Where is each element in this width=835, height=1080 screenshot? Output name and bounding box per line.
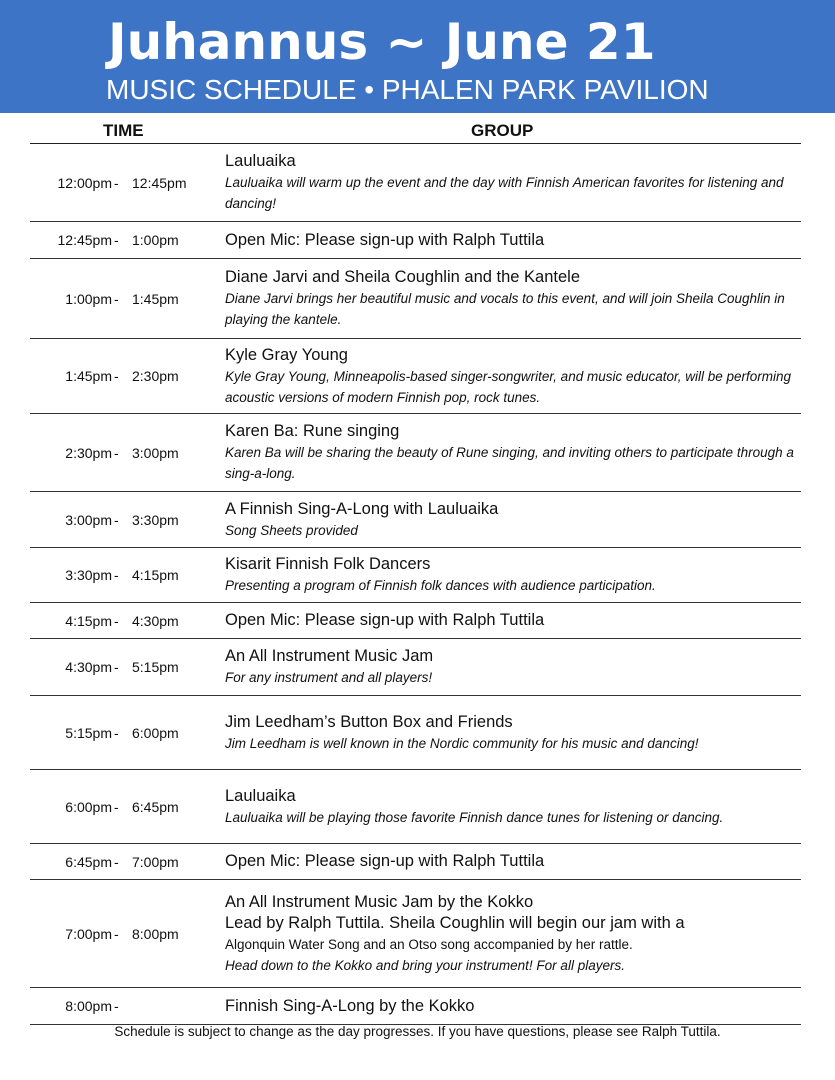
- start-time: 1:00pm: [65, 290, 112, 307]
- time-cell: [30, 844, 225, 879]
- column-header-time: TIME: [103, 121, 144, 140]
- group-title: Kisarit Finnish Folk Dancers: [225, 555, 431, 573]
- time-separator: -: [114, 232, 119, 248]
- end-time: 2:30pm: [132, 368, 179, 384]
- header-banner: [0, 0, 835, 113]
- group-cell: [225, 892, 801, 976]
- group-cell: [225, 996, 801, 1017]
- group-cell: [225, 610, 801, 631]
- group-description: Head down to the Kokko and bring your instrument! For all players.: [225, 957, 625, 973]
- group-title: An All Instrument Music Jam by the Kokko: [225, 892, 534, 911]
- table-row: [30, 603, 801, 639]
- group-description: For any instrument and all players!: [225, 670, 433, 685]
- group-title: Lauluaika: [225, 786, 296, 805]
- end-time: 4:30pm: [132, 612, 179, 629]
- group-cell: [225, 646, 801, 688]
- time-separator: -: [114, 853, 119, 870]
- time-cell: [30, 639, 225, 695]
- time-cell: [30, 339, 225, 413]
- group-title: Lauluaika: [225, 152, 296, 170]
- time-cell: [30, 492, 225, 547]
- group-title: Karen Ba: Rune singing: [225, 422, 400, 440]
- time-cell: [30, 222, 225, 258]
- group-cell: [225, 554, 801, 596]
- group-cell: [225, 230, 801, 251]
- group-cell: [225, 851, 801, 872]
- group-cell: [225, 786, 801, 828]
- group-title-line2: Lead by Ralph Tuttila. Sheila Coughlin will begin our jam with a: [225, 913, 685, 932]
- table-row: [30, 222, 801, 259]
- group-title: An All Instrument Music Jam: [225, 647, 434, 665]
- group-description: Karen Ba will be sharing the beauty of Rune singing, and inviting others to participate through a sing-a-long.: [225, 445, 794, 481]
- table-row: [30, 414, 801, 492]
- time-separator: -: [114, 290, 119, 307]
- group-description: Lauluaika will warm up the event and the day with Finnish American favorites for listening and dancing!: [225, 175, 784, 211]
- time-cell: [30, 988, 225, 1024]
- time-cell: [30, 696, 225, 769]
- time-separator: -: [114, 511, 119, 528]
- start-time: 6:45pm: [65, 853, 112, 870]
- time-cell: [30, 259, 225, 338]
- time-separator: -: [114, 174, 119, 191]
- group-description: Presenting a program of Finnish folk dances with audience participation.: [225, 578, 656, 593]
- group-title: A Finnish Sing-A-Long with Lauluaika: [225, 499, 499, 518]
- start-time: 12:00pm: [57, 174, 112, 191]
- table-row: [30, 548, 801, 603]
- end-time: 5:15pm: [132, 659, 179, 675]
- footer-note: Schedule is subject to change as the day progresses. If you have questions, please see Ralph Tuttila.: [114, 1024, 721, 1039]
- end-time: 3:30pm: [132, 511, 179, 528]
- time-separator: -: [114, 998, 119, 1014]
- page-subtitle: MUSIC SCHEDULE • PHALEN PARK PAVILION: [106, 74, 709, 105]
- time-separator: -: [114, 798, 119, 815]
- start-time: 7:00pm: [65, 925, 112, 942]
- group-cell: [225, 499, 801, 541]
- table-row: [30, 696, 801, 770]
- start-time: 4:15pm: [65, 612, 112, 629]
- end-time: 7:00pm: [132, 853, 179, 870]
- end-time: 6:45pm: [132, 798, 179, 815]
- table-row: [30, 144, 801, 222]
- time-separator: -: [114, 724, 119, 741]
- table-row: [30, 339, 801, 414]
- group-description: Kyle Gray Young, Minneapolis-based singer-songwriter, and music educator, will be performing acoustic versions of modern Finnish pop, rock tunes.: [225, 368, 792, 405]
- start-time: 5:15pm: [65, 724, 112, 741]
- table-header: [30, 119, 801, 144]
- end-time: 1:00pm: [132, 232, 179, 248]
- group-cell: [225, 267, 801, 330]
- time-cell: [30, 144, 225, 221]
- start-time: 4:30pm: [65, 659, 112, 675]
- group-title: Open Mic: Please sign-up with Ralph Tuttila: [225, 230, 545, 249]
- time-separator: -: [114, 925, 119, 942]
- group-title: Kyle Gray Young: [225, 345, 348, 364]
- group-note: Algonquin Water Song and an Otso song accompanied by her rattle.: [225, 936, 633, 952]
- start-time: 3:30pm: [65, 567, 112, 583]
- page-title: Juhannus ~ June 21: [108, 13, 656, 71]
- start-time: 6:00pm: [65, 798, 112, 815]
- time-separator: -: [114, 567, 119, 583]
- group-title: Finnish Sing-A-Long by the Kokko: [225, 996, 475, 1015]
- time-cell: [30, 414, 225, 491]
- end-time: 4:15pm: [132, 567, 179, 583]
- group-title: Open Mic: Please sign-up with Ralph Tuttila: [225, 611, 545, 629]
- table-row: [30, 988, 801, 1025]
- time-separator: -: [114, 368, 119, 384]
- end-time: 6:00pm: [132, 724, 179, 741]
- start-time: 12:45pm: [57, 232, 112, 248]
- group-cell: [225, 712, 801, 754]
- end-time: 3:00pm: [132, 444, 179, 461]
- time-cell: [30, 548, 225, 602]
- group-cell: [225, 345, 801, 408]
- table-row: [30, 844, 801, 880]
- start-time: 8:00pm: [65, 998, 112, 1014]
- start-time: 2:30pm: [65, 444, 112, 461]
- time-cell: [30, 603, 225, 638]
- group-title: Diane Jarvi and Sheila Coughlin and the Kantele: [225, 268, 580, 286]
- table-row: [30, 492, 801, 548]
- group-cell: [225, 151, 801, 214]
- time-cell: [30, 880, 225, 987]
- group-description: Lauluaika will be playing those favorite Finnish dance tunes for listening or dancing.: [225, 809, 724, 825]
- start-time: 3:00pm: [65, 511, 112, 528]
- end-time: 1:45pm: [132, 290, 179, 307]
- schedule-table: [30, 119, 801, 1025]
- time-separator: -: [114, 612, 119, 629]
- table-row: [30, 880, 801, 988]
- column-header-group: GROUP: [471, 121, 534, 140]
- table-row: [30, 639, 801, 696]
- start-time: 1:45pm: [65, 368, 112, 384]
- time-separator: -: [114, 659, 119, 675]
- end-time: 12:45pm: [132, 174, 187, 191]
- group-description: Song Sheets provided: [225, 522, 358, 538]
- group-cell: [225, 421, 801, 484]
- table-row: [30, 259, 801, 339]
- time-cell: [30, 770, 225, 843]
- time-separator: -: [114, 444, 119, 461]
- group-title: Open Mic: Please sign-up with Ralph Tuttila: [225, 852, 545, 870]
- group-description: Diane Jarvi brings her beautiful music and vocals to this event, and will join Sheila Coughlin in playing the kantele.: [225, 291, 785, 327]
- group-title: Jim Leedham’s Button Box and Friends: [225, 712, 513, 731]
- group-description: Jim Leedham is well known in the Nordic community for his music and dancing!: [225, 735, 699, 751]
- table-row: [30, 770, 801, 844]
- end-time: 8:00pm: [132, 925, 179, 942]
